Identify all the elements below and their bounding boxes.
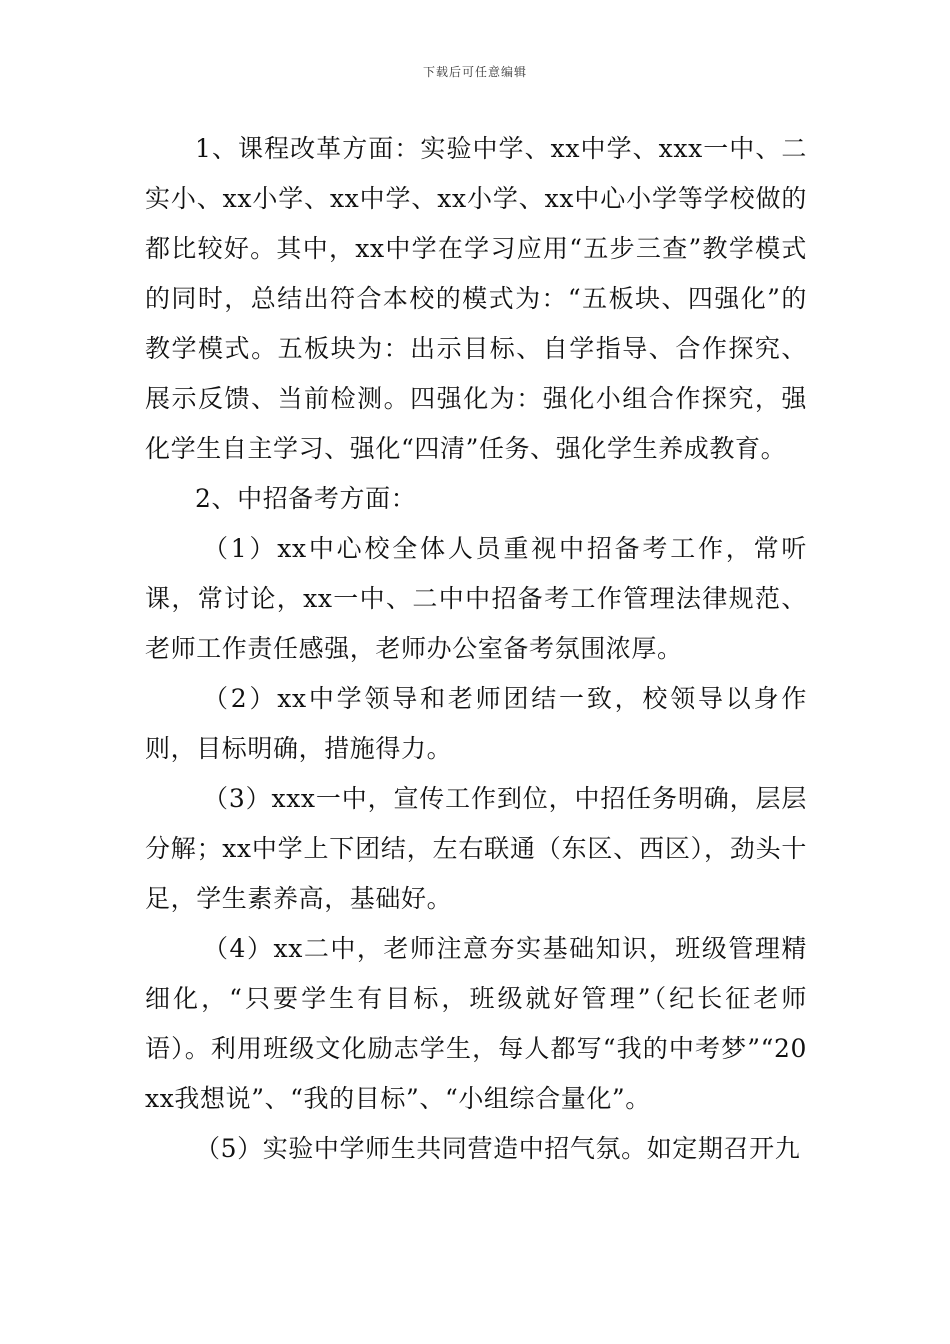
paragraph-item-1: （1）xx中心校全体人员重视中招备考工作，常听课，常讨论，xx一中、二中中招备考工作管理法律规范、老师工作责任感强，老师办公室备考氛围浓厚。 [145,534,807,663]
page-header: 下载后可任意编辑 [422,65,527,79]
paragraph-item-3: （3）xxx一中，宣传工作到位，中招任务明确，层层分解；xx中学上下团结，左右联通（东区、西区），劲头十足，学生素养高，基础好。 [145,784,807,913]
paragraph-exam-prep-heading: 2、中招备考方面： [195,484,417,513]
paragraph-item-5: （5）实验中学师生共同营造中招气氛。如定期召开九 [195,1134,801,1163]
paragraph-curriculum-reform: 1、课程改革方面：实验中学、xx中学、xxx一中、二实小、xx小学、xx中学、xx小学、xx中心小学等学校做的都比较好。其中，xx中学在学习应用“五步三查”教学模式的同时，总结出符合本校的模式为：“五板块、四强化”的教学模式。五板块为：出示目标、自学指导、合作探究、展示反馈、当前检测。四强化为：强化小组合作探究，强化学生自主学习、强化“四清”任务、强化学生养成教育。 [145,134,807,463]
paragraph-item-4: （4）xx二中，老师注意夯实基础知识，班级管理精细化，“只要学生有目标，班级就好管理”（纪长征老师语）。利用班级文化励志学生，每人都写“我的中考梦”“20xx我想说”、“我的目标”、“小组综合量化”。 [145,934,807,1113]
document-body [145,124,807,1174]
paragraph-item-2: （2）xx中学领导和老师团结一致，校领导以身作则，目标明确，措施得力。 [145,684,807,763]
